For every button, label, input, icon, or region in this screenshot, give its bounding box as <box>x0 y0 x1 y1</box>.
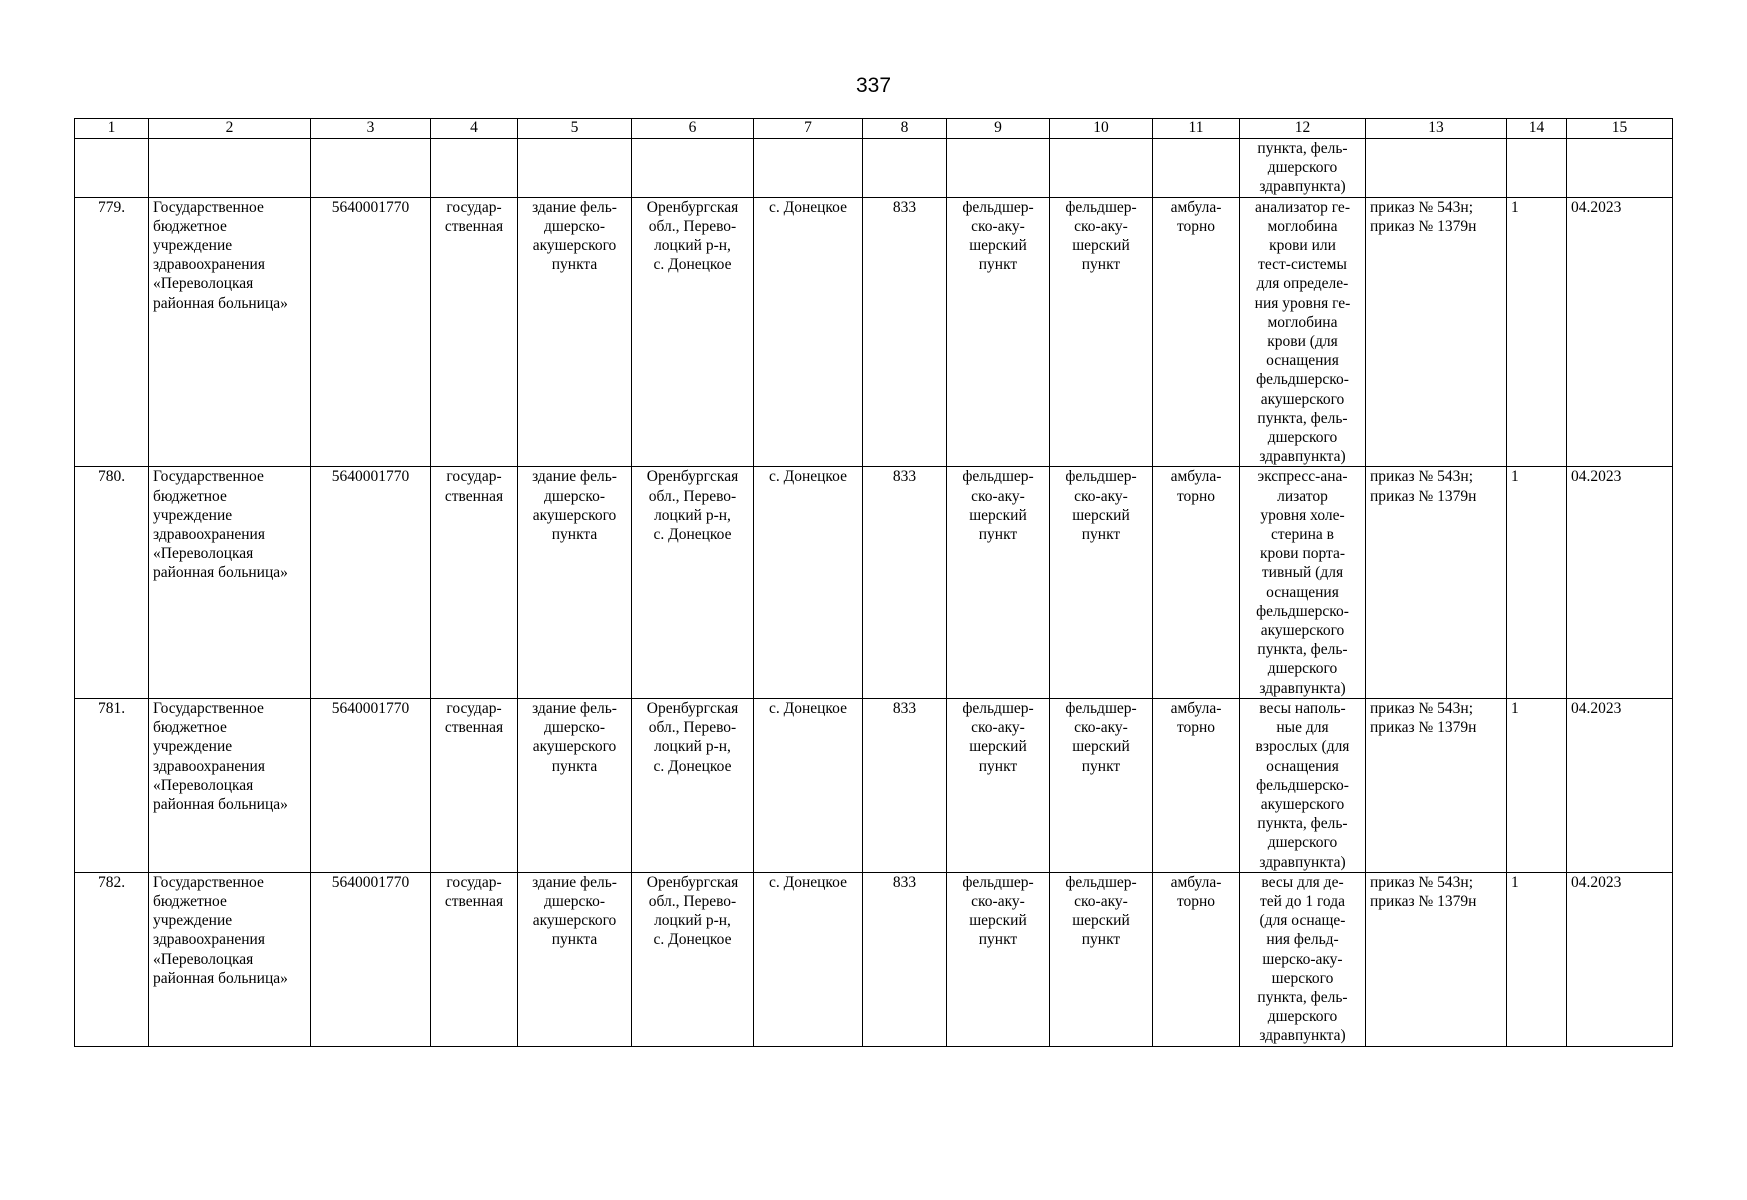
facility-type-cell: фельдшер- ско-аку- шерский пункт <box>947 197 1050 467</box>
object-cell: здание фель- дшерско- акушерского пункта <box>518 197 632 467</box>
ownership-cell: государ- ственная <box>431 698 518 872</box>
code-cell: 833 <box>863 197 947 467</box>
locality-cell: с. Донецкое <box>754 467 863 698</box>
organization-cell: Государственное бюджетное учреждение здравоохранения «Переволоцкая районная больница» <box>149 872 311 1046</box>
date-cell: 04.2023 <box>1567 197 1673 467</box>
organization-cell: Государственное бюджетное учреждение здравоохранения «Переволоцкая районная больница» <box>149 467 311 698</box>
facility-type-cell: фельдшер- ско-аку- шерский пункт <box>947 698 1050 872</box>
organization-cell: Государственное бюджетное учреждение здравоохранения «Переволоцкая районная больница» <box>149 698 311 872</box>
facility-type-cell: фельдшер- ско-аку- шерский пункт <box>947 872 1050 1046</box>
row-number: 781. <box>75 698 149 872</box>
facility-subtype-cell: фельдшер- ско-аку- шерский пункт <box>1050 698 1153 872</box>
date-cell: 04.2023 <box>1567 467 1673 698</box>
quantity-cell: 1 <box>1507 197 1567 467</box>
organization-cell: Государственное бюджетное учреждение здравоохранения «Переволоцкая районная больница» <box>149 197 311 467</box>
column-header: 3 <box>311 119 431 139</box>
address-cell: Оренбургская обл., Перево- лоцкий р-н, с. Донецкое <box>632 197 754 467</box>
facility-subtype-cell: фельдшер- ско-аку- шерский пункт <box>1050 872 1153 1046</box>
table-row <box>75 197 1673 467</box>
care-form-cell: амбула- торно <box>1153 197 1240 467</box>
inn-cell: 5640001770 <box>311 698 431 872</box>
facility-subtype-cell: фельдшер- ско-аку- шерский пункт <box>1050 197 1153 467</box>
quantity-cell: 1 <box>1507 698 1567 872</box>
row-number: 779. <box>75 197 149 467</box>
column-header: 1 <box>75 119 149 139</box>
ownership-cell: государ- ственная <box>431 197 518 467</box>
address-cell: Оренбургская обл., Перево- лоцкий р-н, с. Донецкое <box>632 872 754 1046</box>
column-header: 9 <box>947 119 1050 139</box>
inn-cell: 5640001770 <box>311 467 431 698</box>
column-header: 11 <box>1153 119 1240 139</box>
locality-cell: с. Донецкое <box>754 698 863 872</box>
column-header: 5 <box>518 119 632 139</box>
column-header: 13 <box>1366 119 1507 139</box>
code-cell: 833 <box>863 467 947 698</box>
object-cell: здание фель- дшерско- акушерского пункта <box>518 698 632 872</box>
locality-cell: с. Донецкое <box>754 872 863 1046</box>
row-number: 782. <box>75 872 149 1046</box>
column-header: 7 <box>754 119 863 139</box>
column-header: 12 <box>1240 119 1366 139</box>
code-cell: 833 <box>863 872 947 1046</box>
column-number-row <box>75 119 1673 139</box>
column-header: 8 <box>863 119 947 139</box>
column-header: 2 <box>149 119 311 139</box>
registry-table <box>74 118 1673 1047</box>
column-header: 10 <box>1050 119 1153 139</box>
code-cell: 833 <box>863 698 947 872</box>
inn-cell: 5640001770 <box>311 872 431 1046</box>
quantity-cell: 1 <box>1507 872 1567 1046</box>
care-form-cell: амбула- торно <box>1153 872 1240 1046</box>
equipment-cell: весы для де- тей до 1 года (для оснаще- ния фельд- шерско-аку- шерского пункта, фель- дшерского здравпункта) <box>1240 872 1366 1046</box>
equipment-cell: весы наполь- ные для взрослых (для оснащения фельдшерско- акушерского пункта, фель- дшерского здравпункта) <box>1240 698 1366 872</box>
order-cell: приказ № 543н; приказ № 1379н <box>1366 872 1507 1046</box>
order-cell: приказ № 543н; приказ № 1379н <box>1366 698 1507 872</box>
order-cell: приказ № 543н; приказ № 1379н <box>1366 467 1507 698</box>
address-cell: Оренбургская обл., Перево- лоцкий р-н, с. Донецкое <box>632 467 754 698</box>
ownership-cell: государ- ственная <box>431 872 518 1046</box>
column-header: 15 <box>1567 119 1673 139</box>
inn-cell: 5640001770 <box>311 197 431 467</box>
column-header: 14 <box>1507 119 1567 139</box>
equipment-cell: анализатор ге- моглобина крови или тест-системы для определе- ния уровня ге- моглобина крови (для оснащения фельдшерско- акушерского пункта, фель- дшерского здравпункта) <box>1240 197 1366 467</box>
care-form-cell: амбула- торно <box>1153 467 1240 698</box>
page-number: 337 <box>855 74 892 97</box>
date-cell: 04.2023 <box>1567 872 1673 1046</box>
equipment-cell: экспресс-ана- лизатор уровня холе- стерина в крови порта- тивный (для оснащения фельдшерско- акушерского пункта, фель- дшерского здравпункта) <box>1240 467 1366 698</box>
row-number: 780. <box>75 467 149 698</box>
table-row <box>75 698 1673 872</box>
care-form-cell: амбула- торно <box>1153 698 1240 872</box>
table-row <box>75 872 1673 1046</box>
quantity-cell: 1 <box>1507 467 1567 698</box>
object-cell: здание фель- дшерско- акушерского пункта <box>518 467 632 698</box>
order-cell: приказ № 543н; приказ № 1379н <box>1366 197 1507 467</box>
facility-subtype-cell: фельдшер- ско-аку- шерский пункт <box>1050 467 1153 698</box>
locality-cell: с. Донецкое <box>754 197 863 467</box>
equipment-cell: пункта, фель- дшерского здравпункта) <box>1240 139 1366 198</box>
table-row <box>75 467 1673 698</box>
ownership-cell: государ- ственная <box>431 467 518 698</box>
facility-type-cell: фельдшер- ско-аку- шерский пункт <box>947 467 1050 698</box>
continuation-row <box>75 139 1673 198</box>
address-cell: Оренбургская обл., Перево- лоцкий р-н, с. Донецкое <box>632 698 754 872</box>
date-cell: 04.2023 <box>1567 698 1673 872</box>
object-cell: здание фель- дшерско- акушерского пункта <box>518 872 632 1046</box>
column-header: 4 <box>431 119 518 139</box>
column-header: 6 <box>632 119 754 139</box>
